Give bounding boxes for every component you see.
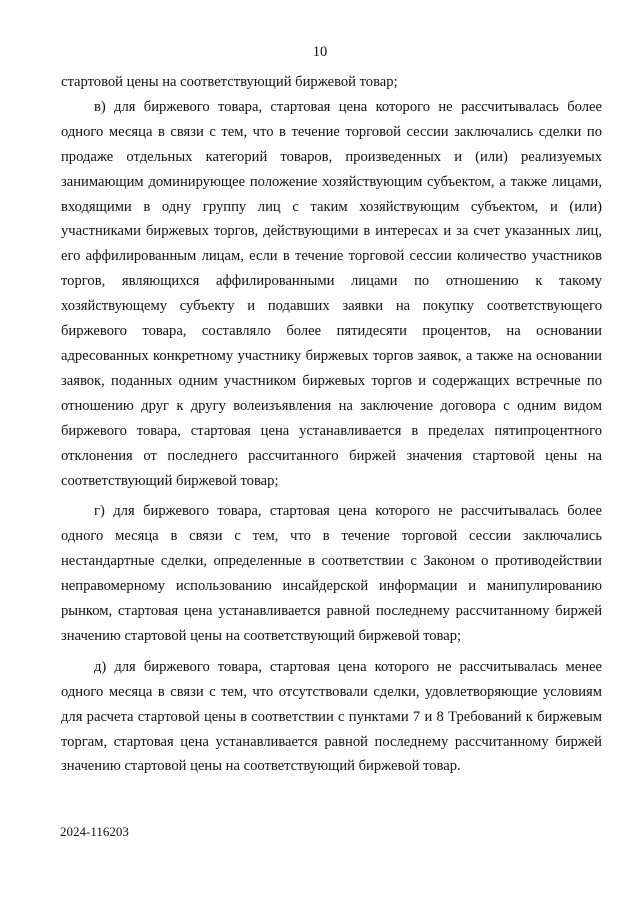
paragraph-item-g: г) для биржевого товара, стартовая цена которого не рассчитывалась более одного месяца в связи с тем, что в течение торговой сессии заключались нестандартные сделки, определенные в соответствии с Законом о противодействии неправомерному использованию инсайдерской информации и манипулированию рынком, стартовая цена устанавливается равной последнему рассчитанному биржей значению стартовой цены на соответствующий биржевой товар; <box>61 503 602 644</box>
paragraph-item-v: в) для биржевого товара, стартовая цена которого не рассчитывалась более одного месяца в связи с тем, что в течение торговой сессии заключались сделки по продаже отдельных категорий товаров, произведенных и (или) реализуемых занимающим доминирующее положение хозяйствующим субъектом, а также лицами, входящими в одну группу лиц с таким хозяйствующим субъектом, и (или) участниками биржевых торгов, действующими в интересах и за счет указанных лиц, его аффилированным лицам, если в течение торговой сессии количество участников торгов, являющихся аффилированными лицами по отношению к такому хозяйствующему субъекту и подавших заявки на покупку соответствующего биржевого товара, составляло более пятидесяти процентов, на основании адресованных конкретному участнику биржевых торгов заявок, а также на основании заявок, поданных одним участником биржевых торгов и содержащих встречные по отношению друг к другу волеизъявления на заключение договора с одним видом биржевого товара, стартовая цена устанавливается в пределах пятипроцентного отклонения от последнего рассчитанного биржей значения стартовой цены на соответствующий биржевой товар; <box>61 98 602 489</box>
paragraph-item-d: д) для биржевого товара, стартовая цена которого не рассчитывалась менее одного месяца в связи с тем, что отсутствовали сделки, удовлетворяющие условиям для расчета стартовой цены в соответствии с пунктами 7 и 8 Требований к биржевым торгам, стартовая цена устанавливается равной последнему рассчитанному биржей значению стартовой цены на соответствующий биржевой товар. <box>61 658 602 775</box>
paragraph-continuation: стартовой цены на соответствующий биржевой товар; <box>61 74 398 90</box>
document-body <box>61 70 602 779</box>
page-number: 10 <box>312 44 328 60</box>
document-id: 2024-116203 <box>60 824 129 839</box>
